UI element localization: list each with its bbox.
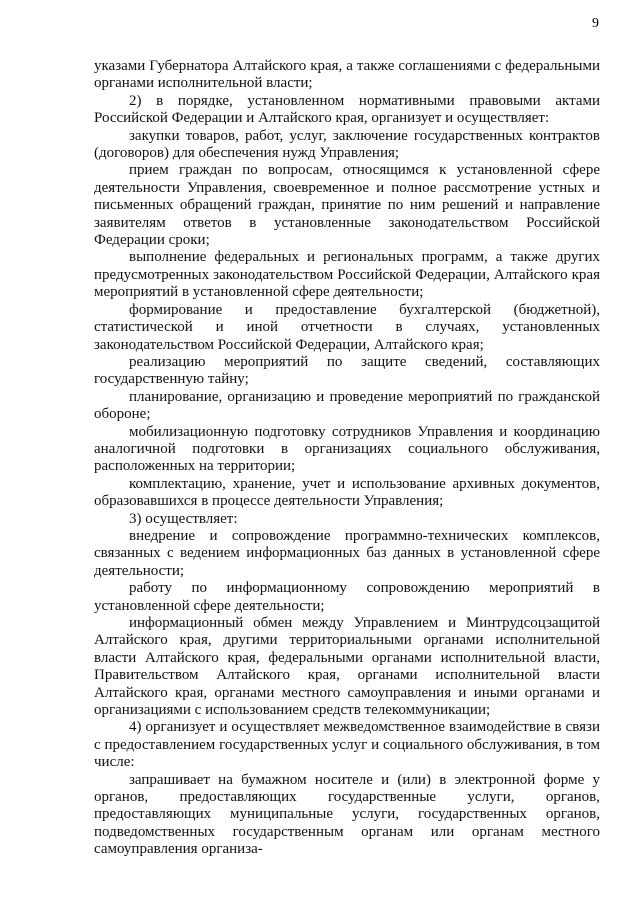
paragraph: прием граждан по вопросам, относящимся к установленной сфере деятельности Управления, своевременное и полное рассмотрение устных и письменных обращений граждан, принятие по ним решений и направление заявителям ответов в установленные законодательством Российской Федерации сроки;: [94, 162, 600, 249]
paragraph: 4) организует и осуществляет межведомственное взаимодействие в связи с предоставлением государственных услуг и социального обслуживания, в том числе:: [94, 719, 600, 771]
paragraph: закупки товаров, работ, услуг, заключение государственных контрактов (договоров) для обеспечения нужд Управления;: [94, 127, 600, 162]
paragraph: запрашивает на бумажном носителе и (или) в электронной форме у органов, предоставляющих государственные услуги, органов, предоставляющих муниципальные услуги, государственных органов, подведомственных государственным органам или органам местного самоуправления организа-: [94, 771, 600, 858]
paragraph: мобилизационную подготовку сотрудников Управления и координацию аналогичной подготовки в организациях социального обслуживания, расположенных на территории;: [94, 423, 600, 475]
paragraph: работу по информационному сопровождению мероприятий в установленной сфере деятельности;: [94, 580, 600, 614]
paragraph: указами Губернатора Алтайского края, а также соглашениями с федеральными органами исполнительной власти;: [94, 58, 600, 92]
paragraph: реализацию мероприятий по защите сведений, составляющих государственную тайну;: [94, 353, 600, 388]
paragraph: выполнение федеральных и региональных программ, а также других предусмотренных законодательством Российской Федерации, Алтайского края мероприятий в установленной сфере деятельности;: [94, 249, 600, 301]
paragraph: планирование, организацию и проведение мероприятий по гражданской обороне;: [94, 388, 600, 423]
paragraph: 3) осуществляет:: [129, 510, 238, 527]
paragraph: 2) в порядке, установленном нормативными правовыми актами Российской Федерации и Алтайского края, организует и осуществляет:: [94, 92, 600, 127]
document-body: [94, 58, 600, 859]
paragraph: внедрение и сопровождение программно-технических комплексов, связанных с ведением информационных баз данных в установленной сфере деятельности;: [94, 527, 600, 579]
page-number: 9: [592, 16, 599, 31]
paragraph: информационный обмен между Управлением и Минтрудсоцзащитой Алтайского края, другими территориальными органами исполнительной власти Алтайского края, федеральными органами исполнительной власти, Правительством Алтайского края, органами исполнительной власти Алтайского края, органами местного самоуправления и иными органами и организациями с использованием средств телекоммуникации;: [94, 615, 600, 719]
paragraph: комплектацию, хранение, учет и использование архивных документов, образовавшихся в процессе деятельности Управления;: [94, 475, 600, 510]
paragraph: формирование и предоставление бухгалтерской (бюджетной), статистической и иной отчетности в случаях, установленных законодательством Российской Федерации, Алтайского края;: [94, 301, 600, 353]
